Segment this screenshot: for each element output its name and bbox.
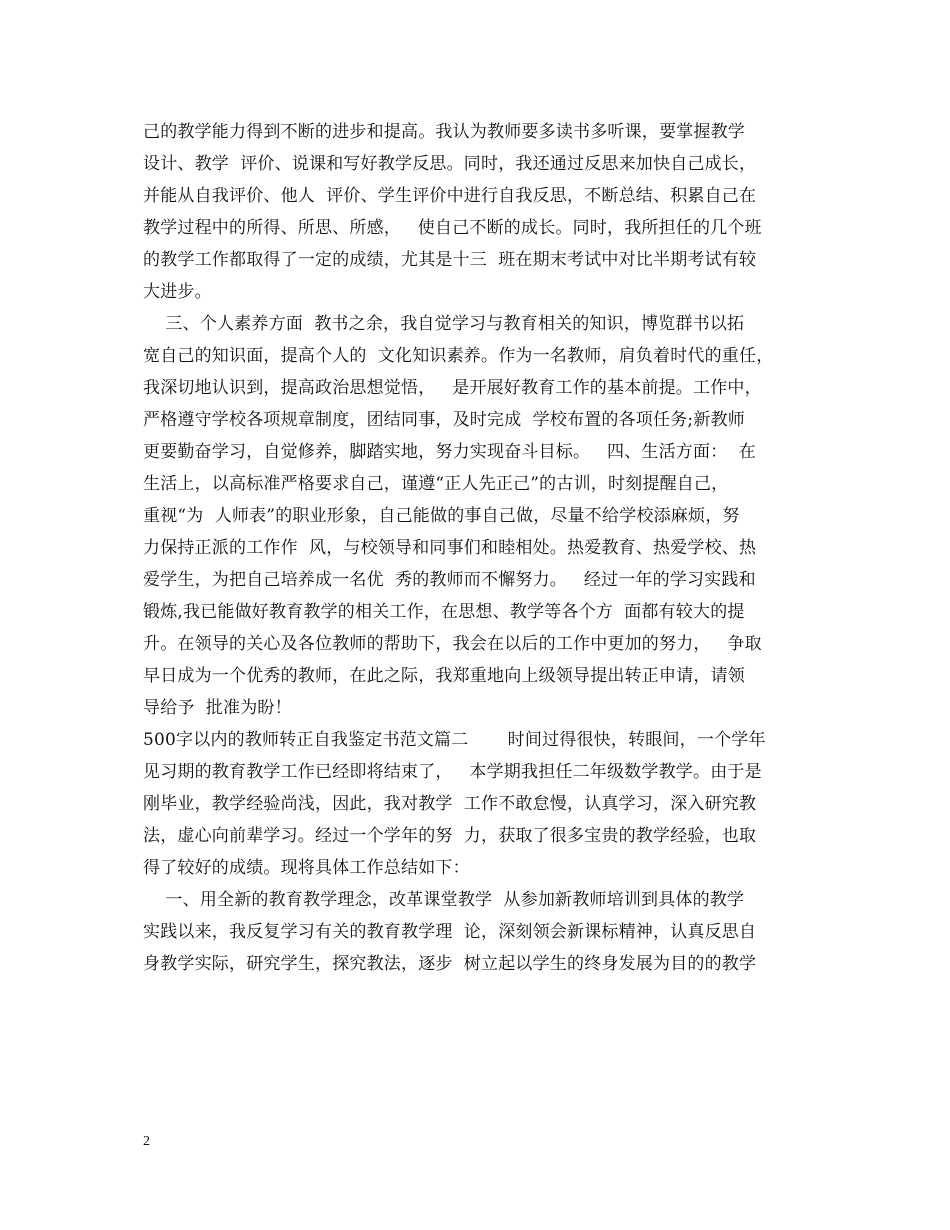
text-line: 严格遵守学校各项规章制度，团结同事，及时完成 学校布置的各项任务;新教师 <box>143 410 745 430</box>
text-line: 早日成为一个优秀的教师，在此之际，我郑重地向上级领导提出转正申请，请领 <box>143 666 745 686</box>
text-line: 导给予 批准为盼！ <box>143 698 292 718</box>
text-line: 生活上，以高标准严格要求自己，谨遵“正人先正己”的古训，时刻提醒自己， <box>143 474 729 494</box>
text-line: 三、个人素养方面 教书之余，我自觉学习与教育相关的知识，博览群书以拓 <box>143 314 745 334</box>
text-line: 我深切地认识到，提高政治思想觉悟， 是开展好教育工作的基本前提。工作中， <box>143 378 762 398</box>
text-line: 身教学实际，研究学生，探究教法，逐步 树立起以学生的终身发展为目的的教学 <box>143 954 757 974</box>
section-heading-line: 500字以内的教师转正自我鉴定书范文篇二 时间过得很快，转眼间，一个学年 <box>143 730 766 750</box>
text-line: 己的教学能力得到不断的进步和提高。我认为教师要多读书多听课，要掌握教学 <box>143 122 745 142</box>
text-line: 并能从自我评价、他人 评价、学生评价中进行自我反思，不断总结、积累自己在 <box>143 186 757 206</box>
text-line: 得了较好的成绩。现将具体工作总结如下： <box>143 858 470 878</box>
text-line: 见习期的教育教学工作已经即将结束了， 本学期我担任二年级数学教学。由于是 <box>143 762 762 782</box>
document-body <box>143 116 823 980</box>
text-line: 刚毕业，教学经验尚浅，因此，我对教学 工作不敢怠慢，认真学习，深入研究教 <box>143 794 757 814</box>
text-line: 锻炼,我已能做好教育教学的相关工作，在思想、教学等各个方 面都有较大的提 <box>143 602 745 622</box>
text-line: 法，虚心向前辈学习。经过一个学年的努 力，获取了很多宝贵的教学经验，也取 <box>143 826 757 846</box>
text-line: 重视“为 人师表”的职业形象，自己能做的事自己做，尽量不给学校添麻烦，努 <box>143 506 740 526</box>
text-line: 宽自己的知识面，提高个人的 文化知识素养。作为一名教师，肩负着时代的重任， <box>143 346 774 366</box>
text-line: 爱学生，为把自己培养成一名优 秀的教师而不懈努力。 经过一年的学习实践和 <box>143 570 756 590</box>
text-line: 的教学工作都取得了一定的成绩，尤其是十三 班在期末考试中对比半期考试有较 <box>143 250 757 270</box>
text-line: 力保持正派的工作作 风，与校领导和同事们和睦相处。热爱教育、热爱学校、热 <box>143 538 757 558</box>
text-line: 升。在领导的关心及各位教师的帮助下，我会在以后的工作中更加的努力， 争取 <box>143 634 762 654</box>
text-line: 更要勤奋学习，自觉修养，脚踏实地，努力实现奋斗目标。 四、生活方面： 在 <box>143 442 756 462</box>
text-line: 教学过程中的所得、所思、所感， 使自己不断的成长。同时，我所担任的几个班 <box>143 218 762 238</box>
page-number: 2 <box>143 1134 150 1149</box>
text-line: 设计、教学 评价、说课和写好教学反思。同时，我还通过反思来加快自己成长， <box>143 154 757 174</box>
text-line: 一、用全新的教育教学理念，改革课堂教学 从参加新教师培训到具体的教学 <box>143 890 745 910</box>
text-line: 实践以来，我反复学习有关的教育教学理 论，深刻领会新课标精神，认真反思自 <box>143 922 757 942</box>
text-line: 大进步。 <box>143 282 212 302</box>
